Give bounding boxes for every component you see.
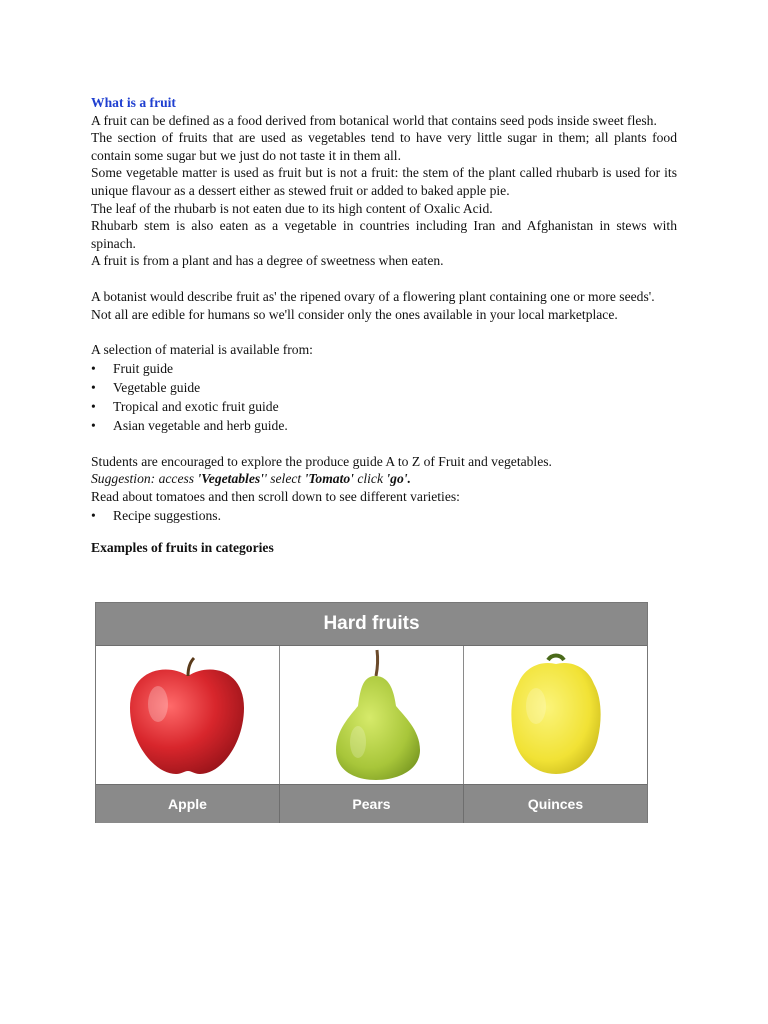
pears-label: Pears (280, 785, 464, 823)
pear-cell (280, 646, 464, 784)
paragraph: A fruit is from a plant and has a degree of sweetness when eaten. (91, 253, 444, 269)
pear-icon (280, 646, 464, 784)
quince-cell (464, 646, 647, 784)
figure-title: Hard fruits (323, 613, 420, 634)
apple-cell (96, 646, 280, 784)
suggestion-text: Suggestion: access 'Vegetables'' select 'Tomato' click 'go'. (91, 471, 411, 487)
apple-label: Apple (96, 785, 280, 823)
students-text: Students are encouraged to explore the produce guide A to Z of Fruit and vegetables. (91, 453, 552, 469)
selection-list (91, 359, 677, 435)
bullet-icon: • (91, 507, 96, 523)
paragraph: The section of fruits that are used as vegetables tend to have very little sugar in them; all plants food contain some sugar but we just do not taste it in them all. (91, 130, 677, 163)
paragraph: The leaf of the rhubarb is not eaten due to its high content of Oxalic Acid. (91, 200, 493, 216)
list-item: • Vegetable guide (91, 379, 201, 395)
list-item: • Asian vegetable and herb guide. (91, 417, 288, 433)
figure-labels (96, 784, 647, 823)
quinces-label: Quinces (527, 796, 584, 812)
paragraph: A botanist would describe fruit as' the ripened ovary of a flowering plant containing one or more seeds'. (91, 288, 655, 304)
document-body (91, 94, 677, 556)
page-title: What is a fruit (91, 95, 176, 110)
list-item: • Fruit guide (91, 360, 174, 376)
bullet-icon: • (91, 417, 96, 433)
bullet-icon: • (91, 398, 96, 414)
recipe-list (91, 506, 677, 525)
examples-title: Examples of fruits in categories (91, 539, 274, 555)
bullet-icon: • (91, 360, 96, 376)
read-text: Read about tomatoes and then scroll down to see different varieties: (91, 488, 460, 504)
hard-fruits-figure (95, 602, 648, 823)
list-item: • Tropical and exotic fruit guide (91, 398, 279, 414)
figure-images (96, 646, 647, 784)
apple-icon (96, 646, 280, 784)
figure-header (96, 603, 647, 646)
selection-intro: A selection of material is available from: (91, 342, 313, 358)
bullet-icon: • (91, 379, 96, 395)
list-item: • Recipe suggestions. (91, 507, 221, 523)
quince-icon (464, 646, 648, 784)
paragraph: Rhubarb stem is also eaten as a vegetable in countries including Iran and Afghanistan in stews with spinach. (91, 218, 677, 251)
paragraph: A fruit can be defined as a food derived from botanical world that contains seed pods inside sweet flesh. (91, 112, 657, 128)
paragraph: Some vegetable matter is used as fruit but is not a fruit: the stem of the plant called rhubarb is used for its unique flavour as a dessert either as stewed fruit or added to baked apple pie. (91, 165, 677, 198)
paragraph: Not all are edible for humans so we'll consider only the ones available in your local marketplace. (91, 306, 618, 322)
